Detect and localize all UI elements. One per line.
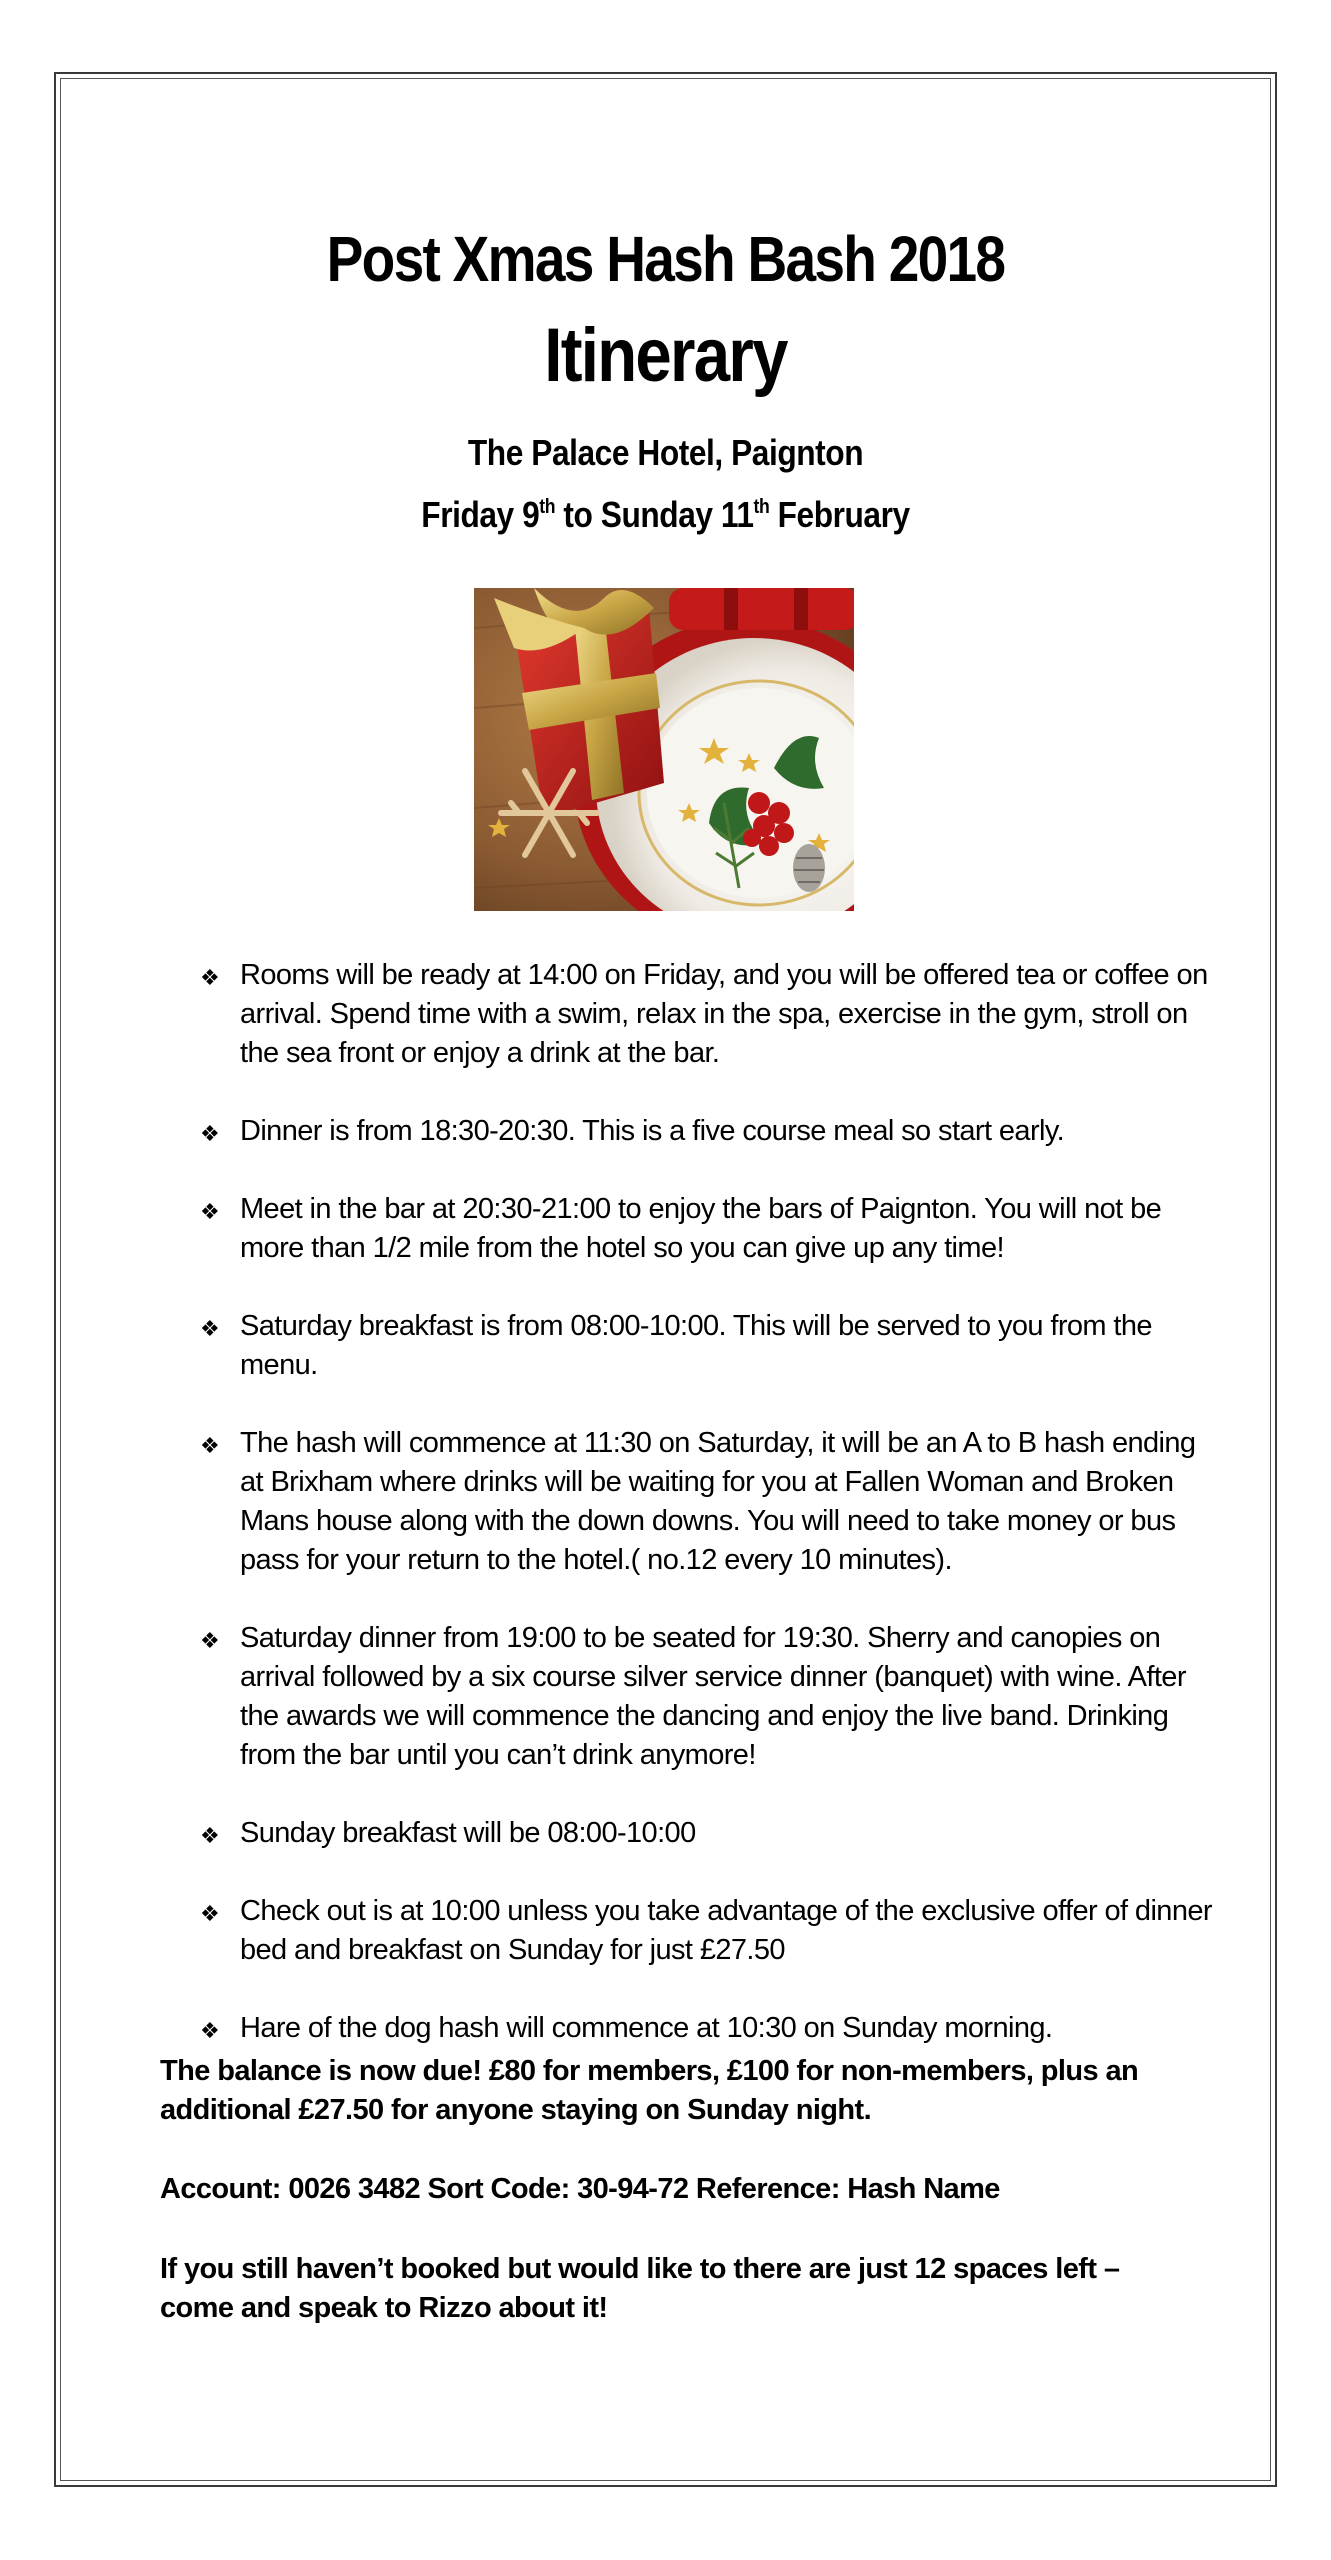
list-item-text: Dinner is from 18:30-20:30. This is a five course meal so start early. bbox=[240, 1115, 1065, 1147]
balance-due-note: The balance is now due! £80 for members, £100 for non-members, plus an additional £27.50 for anyone staying on Sunday night. bbox=[160, 2055, 1139, 2126]
list-item bbox=[196, 2009, 1196, 2048]
four-diamond-bullet-icon: ❖ bbox=[200, 1316, 220, 1341]
dates-line: Friday 9th to Sunday 11th February bbox=[421, 494, 910, 535]
itinerary-list bbox=[196, 956, 1212, 2087]
list-item bbox=[196, 956, 1208, 1073]
list-item-text: Meet in the bar at 20:30-21:00 to enjoy the bars of Paignton. You will not be more than 1/2 mile from the hotel so you can give up any time! bbox=[240, 1193, 1162, 1264]
bank-account-details: Account: 0026 3482 Sort Code: 30-94-72 Reference: Hash Name bbox=[160, 2173, 1000, 2205]
list-item-text: Hare of the dog hash will commence at 10:30 on Sunday morning. bbox=[240, 2012, 1053, 2044]
document-title: Post Xmas Hash Bash 2018 bbox=[326, 223, 1005, 295]
list-item-text: Sunday breakfast will be 08:00-10:00 bbox=[240, 1817, 696, 1849]
list-item-text: Saturday breakfast is from 08:00-10:00. This will be served to you from the menu. bbox=[240, 1310, 1152, 1381]
venue-line: The Palace Hotel, Paignton bbox=[467, 432, 864, 473]
four-diamond-bullet-icon: ❖ bbox=[200, 2018, 220, 2043]
list-item-text: Rooms will be ready at 14:00 on Friday, and you will be offered tea or coffee on arrival. Spend time with a swim, relax in the spa, exercise in the gym, stroll on the sea front or enjoy a drink at the bar. bbox=[240, 959, 1208, 1069]
four-diamond-bullet-icon: ❖ bbox=[200, 1901, 220, 1926]
christmas-table-photo bbox=[474, 588, 854, 911]
four-diamond-bullet-icon: ❖ bbox=[200, 1433, 220, 1458]
four-diamond-bullet-icon: ❖ bbox=[200, 1823, 220, 1848]
list-item-text: Saturday dinner from 19:00 to be seated for 19:30. Sherry and canopies on arrival followed by a six course silver service dinner (banquet) with wine. After the awards we will commence the dancing and enjoy the live band. Drinking from the bar until you can’t drink anymore! bbox=[240, 1622, 1186, 1771]
four-diamond-bullet-icon: ❖ bbox=[200, 1628, 220, 1653]
list-item bbox=[196, 1619, 1196, 1775]
list-item-text: Check out is at 10:00 unless you take advantage of the exclusive offer of dinner bed and breakfast on Sunday for just £27.50 bbox=[240, 1895, 1212, 1966]
christmas-table-image bbox=[474, 588, 854, 911]
four-diamond-bullet-icon: ❖ bbox=[200, 1199, 220, 1224]
list-item bbox=[196, 1307, 1196, 1385]
list-item bbox=[196, 1112, 1196, 1151]
four-diamond-bullet-icon: ❖ bbox=[200, 1121, 220, 1146]
booking-note: If you still haven’t booked but would like to there are just 12 spaces left – come and speak to Rizzo about it! bbox=[160, 2253, 1120, 2324]
list-item bbox=[196, 1190, 1196, 1268]
four-diamond-bullet-icon: ❖ bbox=[200, 965, 220, 990]
list-item bbox=[196, 1424, 1196, 1580]
list-item bbox=[196, 1814, 1196, 1853]
list-item bbox=[196, 1892, 1212, 1970]
list-item-text: The hash will commence at 11:30 on Saturday, it will be an A to B hash ending at Brixham where drinks will be waiting for you at Fallen Woman and Broken Mans house along with the down downs. You will need to take money or bus pass for your return to the hotel.( no.12 every 10 minutes). bbox=[240, 1427, 1196, 1576]
document-subtitle: Itinerary bbox=[544, 313, 787, 398]
